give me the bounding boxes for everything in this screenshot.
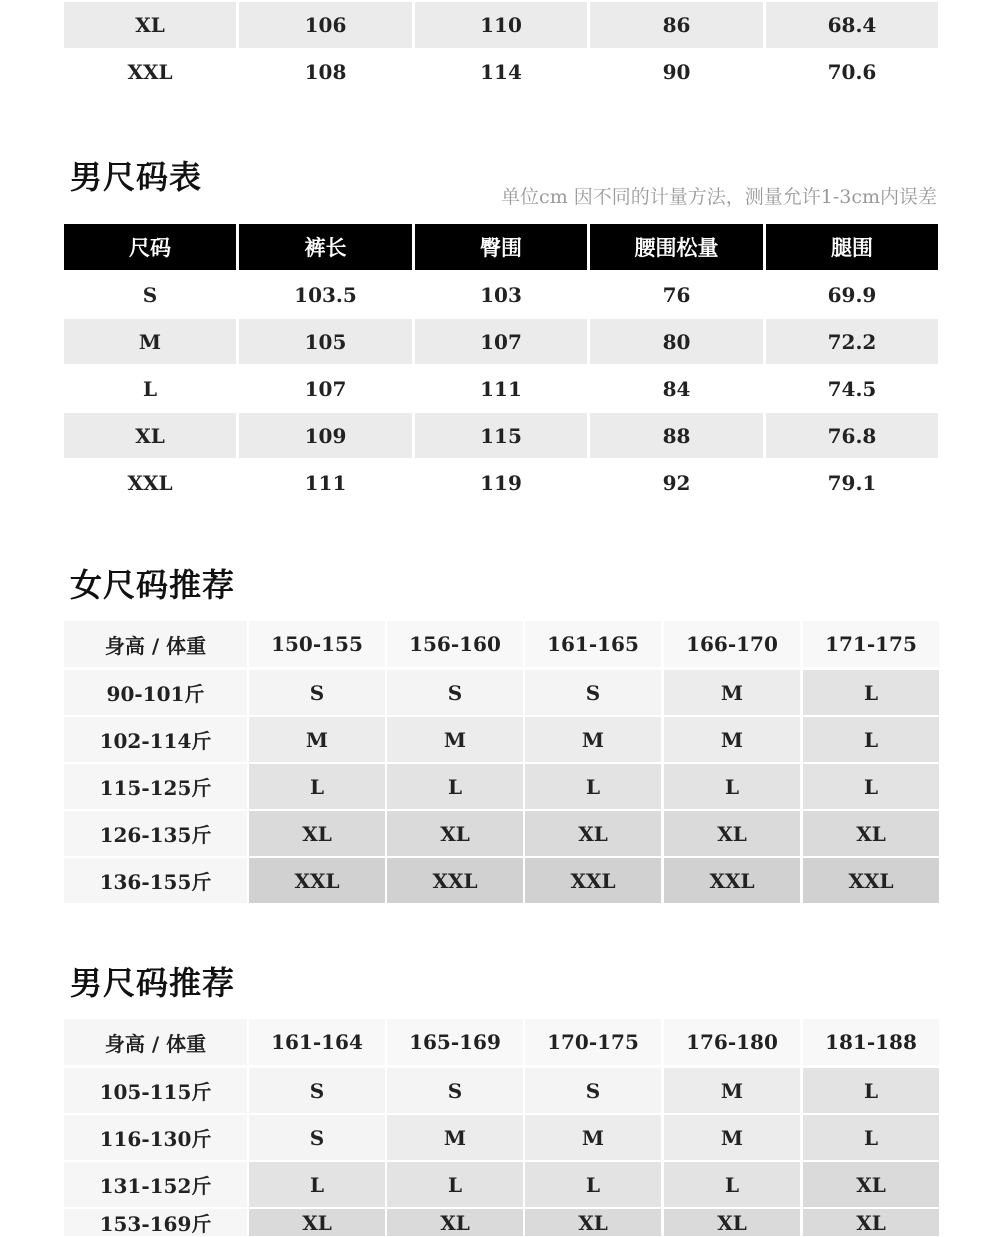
table-cell: 84 bbox=[662, 376, 691, 401]
table-cell: 110 bbox=[415, 2, 587, 48]
size-cell: XL bbox=[525, 811, 661, 856]
table-cell: XXL bbox=[127, 60, 173, 84]
size-cell: L bbox=[803, 764, 939, 809]
table-header-cell: 腿围 bbox=[766, 224, 938, 270]
table-cell: 90 bbox=[662, 60, 691, 84]
table-cell: 70.6 bbox=[827, 60, 877, 84]
weight-row-label: 131-152斤 bbox=[64, 1162, 247, 1207]
size-cell: XL bbox=[803, 1209, 939, 1236]
table-cell: S bbox=[142, 282, 158, 307]
size-cell: S bbox=[525, 1068, 661, 1113]
table-header-cell: 尺码 bbox=[64, 224, 236, 270]
size-cell: M bbox=[249, 717, 385, 762]
table-cell: XXL bbox=[127, 470, 173, 495]
size-cell: XL bbox=[525, 1209, 661, 1236]
table-cell: M bbox=[64, 319, 236, 364]
table-cell: XL bbox=[64, 2, 236, 48]
table-cell: 68.4 bbox=[766, 2, 938, 48]
size-cell: XXL bbox=[664, 858, 800, 903]
size-cell: L bbox=[249, 764, 385, 809]
table-cell: 119 bbox=[480, 470, 522, 495]
table-cell: 109 bbox=[239, 413, 412, 458]
table-header-cell: 臀围 bbox=[415, 224, 587, 270]
table-cell: 107 bbox=[304, 376, 347, 401]
size-cell: S bbox=[525, 670, 661, 715]
size-cell: XL bbox=[664, 811, 800, 856]
women-recommend-title: 女尺码推荐 bbox=[70, 566, 236, 604]
weight-row-label: 115-125斤 bbox=[64, 764, 247, 809]
size-cell: XL bbox=[249, 811, 385, 856]
height-header-cell: 161-164 bbox=[249, 1019, 385, 1065]
table-cell: L bbox=[142, 376, 158, 401]
height-header-cell: 156-160 bbox=[387, 621, 523, 667]
weight-row-label: 116-130斤 bbox=[64, 1115, 247, 1160]
weight-row-label: 90-101斤 bbox=[64, 670, 247, 715]
table-cell: 88 bbox=[590, 413, 763, 458]
size-cell: XL bbox=[387, 811, 523, 856]
table-cell: 114 bbox=[480, 60, 522, 84]
table-cell: 103.5 bbox=[294, 282, 357, 307]
table-cell: 108 bbox=[304, 60, 347, 84]
weight-row-label: 136-155斤 bbox=[64, 858, 247, 903]
size-cell: L bbox=[387, 764, 523, 809]
table-cell: 111 bbox=[480, 376, 522, 401]
corner-header-cell: 身高 / 体重 bbox=[64, 1019, 247, 1065]
table-cell: 103 bbox=[480, 282, 522, 307]
table-cell: 107 bbox=[415, 319, 587, 364]
size-cell: L bbox=[664, 764, 800, 809]
size-cell: XL bbox=[249, 1209, 385, 1236]
size-cell: S bbox=[249, 670, 385, 715]
size-cell: XL bbox=[664, 1209, 800, 1236]
size-cell: XL bbox=[387, 1209, 523, 1236]
table-cell: 86 bbox=[590, 2, 763, 48]
table-cell: 111 bbox=[304, 470, 347, 495]
weight-row-label: 102-114斤 bbox=[64, 717, 247, 762]
size-cell: L bbox=[803, 1115, 939, 1160]
size-cell: M bbox=[525, 1115, 661, 1160]
size-cell: S bbox=[249, 1115, 385, 1160]
size-cell: L bbox=[803, 717, 939, 762]
table-cell: 115 bbox=[415, 413, 587, 458]
corner-header-cell: 身高 / 体重 bbox=[64, 621, 247, 667]
table-cell: 72.2 bbox=[766, 319, 938, 364]
table-cell: 76.8 bbox=[766, 413, 938, 458]
size-cell: S bbox=[249, 1068, 385, 1113]
size-cell: L bbox=[664, 1162, 800, 1207]
table-cell: 69.9 bbox=[827, 282, 877, 307]
table-header-cell: 裤长 bbox=[239, 224, 412, 270]
size-cell: XL bbox=[803, 811, 939, 856]
size-cell: XXL bbox=[803, 858, 939, 903]
table-cell: 80 bbox=[590, 319, 763, 364]
weight-row-label: 153-169斤 bbox=[64, 1209, 247, 1236]
size-cell: M bbox=[387, 1115, 523, 1160]
size-cell: M bbox=[664, 1068, 800, 1113]
measurement-note: 单位cm 因不同的计量方法，测量允许1-3cm内误差 bbox=[501, 186, 937, 208]
height-header-cell: 161-165 bbox=[525, 621, 661, 667]
height-header-cell: 166-170 bbox=[664, 621, 800, 667]
table-cell: 106 bbox=[239, 2, 412, 48]
size-cell: XL bbox=[803, 1162, 939, 1207]
size-cell: M bbox=[387, 717, 523, 762]
table-cell: 105 bbox=[239, 319, 412, 364]
height-header-cell: 165-169 bbox=[387, 1019, 523, 1065]
size-cell: L bbox=[803, 670, 939, 715]
height-header-cell: 170-175 bbox=[525, 1019, 661, 1065]
size-cell: L bbox=[803, 1068, 939, 1113]
table-cell: 79.1 bbox=[827, 470, 877, 495]
size-cell: L bbox=[249, 1162, 385, 1207]
height-header-cell: 171-175 bbox=[803, 621, 939, 667]
table-cell: 92 bbox=[662, 470, 691, 495]
size-cell: L bbox=[387, 1162, 523, 1207]
men-size-table-title: 男尺码表 bbox=[70, 158, 203, 196]
height-header-cell: 150-155 bbox=[249, 621, 385, 667]
size-cell: S bbox=[387, 670, 523, 715]
size-cell: XXL bbox=[387, 858, 523, 903]
table-cell: 74.5 bbox=[827, 376, 877, 401]
height-header-cell: 176-180 bbox=[664, 1019, 800, 1065]
size-cell: M bbox=[664, 670, 800, 715]
table-header-cell: 腰围松量 bbox=[590, 224, 763, 270]
size-cell: M bbox=[664, 1115, 800, 1160]
size-cell: XXL bbox=[525, 858, 661, 903]
table-cell: XL bbox=[64, 413, 236, 458]
size-cell: M bbox=[664, 717, 800, 762]
weight-row-label: 105-115斤 bbox=[64, 1068, 247, 1113]
size-cell: L bbox=[525, 1162, 661, 1207]
height-header-cell: 181-188 bbox=[803, 1019, 939, 1065]
table-cell: 76 bbox=[662, 282, 691, 307]
men-recommend-title: 男尺码推荐 bbox=[70, 964, 236, 1002]
weight-row-label: 126-135斤 bbox=[64, 811, 247, 856]
size-cell: S bbox=[387, 1068, 523, 1113]
size-cell: L bbox=[525, 764, 661, 809]
size-cell: XXL bbox=[249, 858, 385, 903]
size-cell: M bbox=[525, 717, 661, 762]
